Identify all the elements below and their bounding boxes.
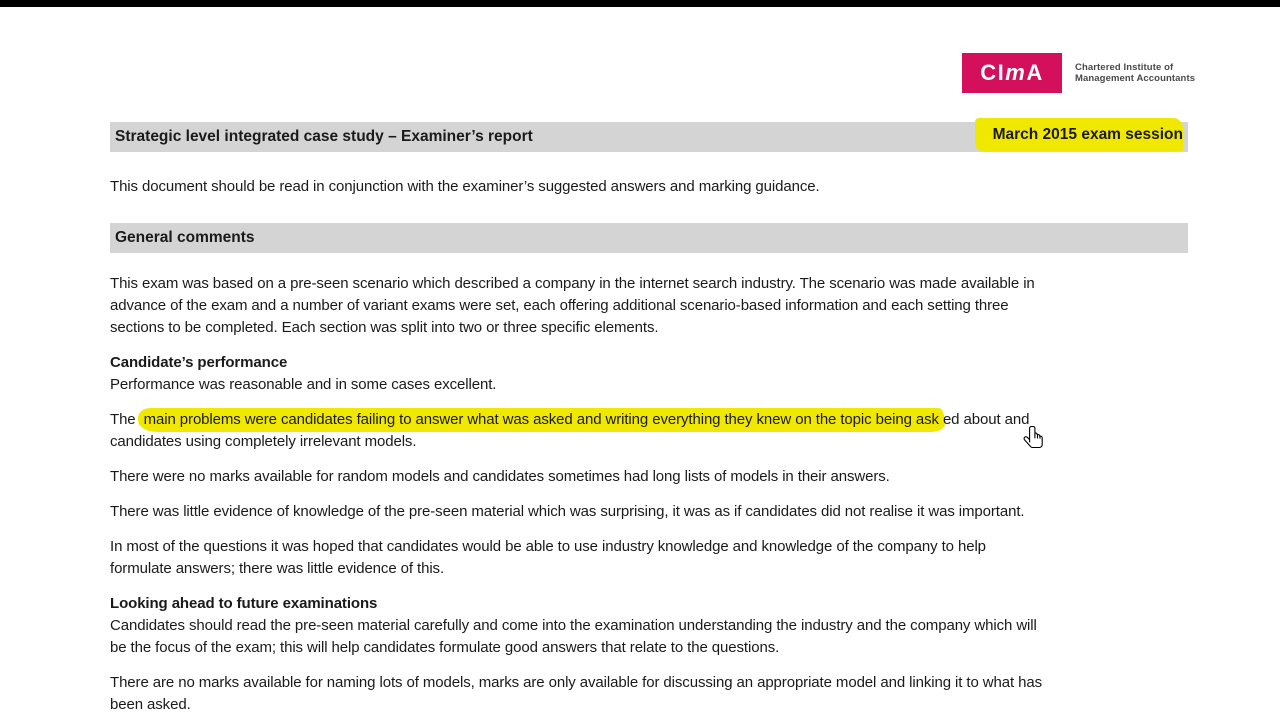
future-advice-paragraph bbox=[110, 615, 1230, 659]
heading-line: Candidate’s performance bbox=[110, 354, 288, 371]
paragraph-line-with-highlight bbox=[110, 409, 1230, 431]
paragraph-line: In most of the questions it was hoped that candidates would be able to use industry knowledge and knowledge of the company to help bbox=[110, 538, 986, 555]
plain-text-segment: The bbox=[110, 411, 140, 428]
paragraph-line: Performance was reasonable and in some cases excellent. bbox=[110, 376, 497, 393]
cima-tagline bbox=[1075, 62, 1195, 84]
hand-cursor-icon bbox=[1023, 425, 1046, 453]
paragraph-line: advance of the exam and a number of variant exams were set, each offering additional scenario-based information and each setting three bbox=[110, 297, 1009, 314]
paragraph-line: This exam was based on a pre-seen scenario which described a company in the internet search industry. The scenario was made available in bbox=[110, 275, 1035, 292]
random-models-paragraph bbox=[110, 466, 1230, 488]
heading-line: Looking ahead to future examinations bbox=[110, 595, 378, 612]
paragraph-line: This document should be read in conjunction with the examiner’s suggested answers and marking guidance. bbox=[110, 178, 820, 195]
future-examinations-heading bbox=[110, 593, 1230, 615]
general-comments-heading-bar bbox=[110, 223, 1188, 253]
highlighted-text-segment: main problems were candidates failing to answer what was asked and writing everything they knew on the topic being ask bbox=[140, 408, 943, 432]
naming-models-paragraph bbox=[110, 672, 1230, 716]
plain-text-segment: ed about and bbox=[942, 411, 1030, 428]
session-badge-highlight: March 2015 exam session bbox=[975, 118, 1183, 151]
candidates-performance-heading bbox=[110, 352, 1230, 374]
paragraph-line: formulate answers; there was little evidence of this. bbox=[110, 560, 445, 577]
paragraph-line: There were no marks available for random models and candidates sometimes had long lists of models in their answers. bbox=[110, 468, 890, 485]
report-title-text: Strategic level integrated case study – Examiner’s report bbox=[115, 128, 533, 145]
general-comments-heading-text: General comments bbox=[115, 229, 255, 246]
paragraph-line: There was little evidence of knowledge of the pre-seen material which was surprising, it was as if candidates did not realise it was important. bbox=[110, 503, 1025, 520]
cima-logo bbox=[962, 53, 1195, 93]
paragraph-line: candidates using completely irrelevant models. bbox=[110, 433, 417, 450]
preseen-material-paragraph bbox=[110, 501, 1230, 523]
cima-logo-text-ci: CI bbox=[980, 60, 1006, 85]
performance-paragraph bbox=[110, 374, 1230, 396]
paragraph-line: There are no marks available for naming lots of models, marks are only available for discussing an appropriate model and linking it to what has bbox=[110, 674, 1043, 691]
main-problems-paragraph bbox=[110, 409, 1230, 453]
paragraph-line: Candidates should read the pre-seen material carefully and come into the examination understanding the industry and the company which will bbox=[110, 617, 1037, 634]
cima-logo-text-a: A bbox=[1026, 60, 1044, 85]
cima-tagline-line2: Management Accountants bbox=[1075, 73, 1196, 84]
letterbox-top-bar bbox=[0, 0, 1280, 7]
cima-logo-text-m: m bbox=[1005, 60, 1027, 85]
cima-logo-box bbox=[962, 53, 1062, 93]
exam-overview-paragraph bbox=[110, 273, 1230, 339]
industry-knowledge-paragraph bbox=[110, 536, 1230, 580]
paragraph-line: sections to be completed. Each section was split into two or three specific elements. bbox=[110, 319, 659, 336]
cima-tagline-line1: Chartered Institute of bbox=[1075, 62, 1174, 73]
paragraph-line: be the focus of the exam; this will help candidates formulate good answers that relate to the questions. bbox=[110, 639, 780, 656]
paragraph-line: been asked. bbox=[110, 696, 191, 713]
intro-paragraph bbox=[110, 176, 1230, 198]
